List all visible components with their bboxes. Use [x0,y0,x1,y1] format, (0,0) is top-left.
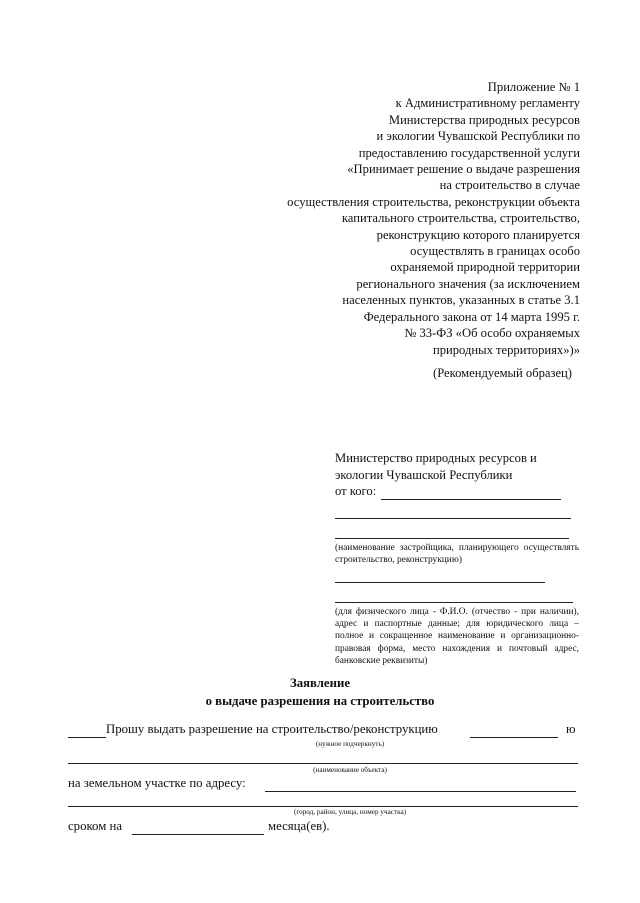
underline-hint: (нужное подчеркнуть) [315,740,385,748]
appendix-line: № 33-ФЗ «Об особо охраняемых [404,326,580,341]
appendix-line: осуществления строительства, реконструкции объекта [287,194,580,209]
from-field-line[interactable] [335,567,545,583]
address-field[interactable] [265,777,576,792]
appendix-line: населенных пунктов, указанных в статье 3.1 [342,293,580,308]
request-text: Прошу выдать разрешение на строительство/реконструкцию [106,722,438,736]
appendix-line: реконструкцию которого планируется [376,227,580,242]
request-suffix: ю [566,722,576,736]
from-field[interactable] [381,486,561,500]
appendix-line: Приложение № 1 [487,80,580,94]
appendix-line: Федерального закона от 14 марта 1995 г. [363,309,580,324]
from-field-line[interactable] [335,500,571,519]
recommended-sample-note: (Рекомендуемый образец) [433,366,572,380]
appendix-line: капитального строительства, строительство, [341,211,580,226]
addressee-line: Министерство природных ресурсов и [335,451,537,465]
appendix-line: на строительство в случае [439,178,580,193]
appendix-line: к Административному регламенту [395,96,580,111]
from-row [335,483,579,500]
from-label: от кого: [335,484,377,499]
appendix-header [160,79,580,358]
appendix-line: и экологии Чувашской Республики по [376,129,580,144]
addressee-line: экологии Чувашской Республики [335,467,513,482]
document-title: Заявление [289,676,351,690]
appendix-line: охраняемой природной территории [390,260,580,275]
term-field[interactable] [132,820,264,835]
appendix-line: предоставлению государственной услуги [358,145,580,160]
object-field[interactable] [470,723,558,738]
object-hint: (наименование объекта) [313,766,387,774]
appendix-line: Министерства природных ресурсов [388,112,580,127]
term-label: сроком на [68,819,123,833]
person-hint: (для физического лица - Ф.И.О. (отчество - при наличии), адрес и паспортные данные; для юридического лица – полное и сокращенное наименование и организационно-правовая форма, место нахождения и почтовый адрес, банковские реквизиты) [335,606,579,667]
object-name-field[interactable] [68,762,578,764]
address-hint: (город, район, улица, номер участка) [293,808,407,816]
land-label: на земельном участке по адресу: [68,776,246,790]
appendix-line: осуществлять в границах особо [410,244,580,259]
appendix-line: регионального значения (за исключением [356,276,580,291]
developer-hint: (наименование застройщика, планирующего осуществлять строительство, реконструкцию) [335,542,579,566]
address-field-line[interactable] [68,805,578,807]
addressee-block [335,450,579,668]
from-field-line[interactable] [335,519,569,539]
document-subtitle: о выдаче разрешения на строительство [205,694,435,708]
term-suffix: месяца(ев). [268,819,330,833]
indent-underline [68,723,106,738]
appendix-line: «Принимает решение о выдаче разрешения [347,162,580,177]
from-field-line[interactable] [335,583,573,603]
appendix-line: природных территориях»)» [432,342,580,357]
